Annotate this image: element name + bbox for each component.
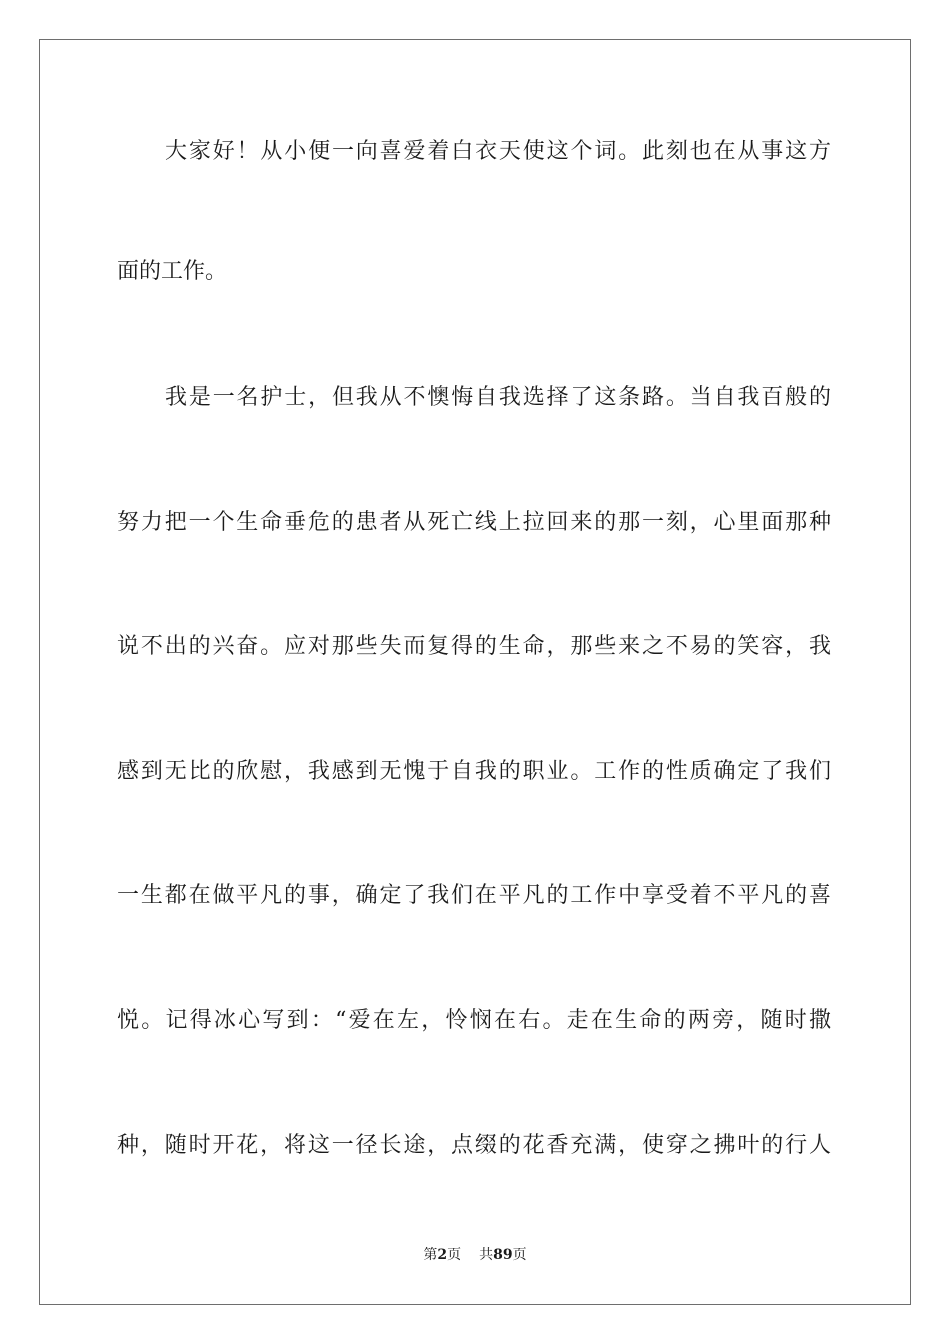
paragraph-1-line-1: 大家好！从小便一向喜爱着白衣天使这个词。此刻也在从事这方 <box>165 139 831 164</box>
paragraph-2-line-5: 一生都在做平凡的事，确定了我们在平凡的工作中享受着不平凡的喜 <box>117 883 831 908</box>
paragraph-2-line-4: 感到无比的欣慰，我感到无愧于自我的职业。工作的性质确定了我们 <box>117 759 831 784</box>
total-suffix: 页 <box>512 1247 527 1263</box>
paragraph-2-line-2: 努力把一个生命垂危的患者从死亡线上拉回来的那一刻，心里面那种 <box>117 510 831 535</box>
page-prefix: 第 <box>423 1247 438 1263</box>
paragraph-1-line-2: 面的工作。 <box>117 259 228 284</box>
page-border <box>39 39 911 1305</box>
page-total-number: 89 <box>493 1247 513 1263</box>
page-suffix: 页 <box>447 1247 462 1263</box>
paragraph-2-line-1: 我是一名护士，但我从不懊悔自我选择了这条路。当自我百般的 <box>165 385 831 410</box>
paragraph-2-line-6: 悦。记得冰心写到：“爱在左，怜悯在右。走在生命的两旁，随时撒 <box>117 1008 831 1033</box>
total-prefix: 共 <box>479 1247 494 1263</box>
paragraph-2-line-3: 说不出的兴奋。应对那些失而复得的生命，那些来之不易的笑容，我 <box>117 634 831 659</box>
page-current-number: 2 <box>437 1247 448 1263</box>
page-footer <box>0 1245 950 1265</box>
paragraph-2-line-7: 种，随时开花，将这一径长途，点缀的花香充满，使穿之拂叶的行人 <box>117 1133 831 1158</box>
